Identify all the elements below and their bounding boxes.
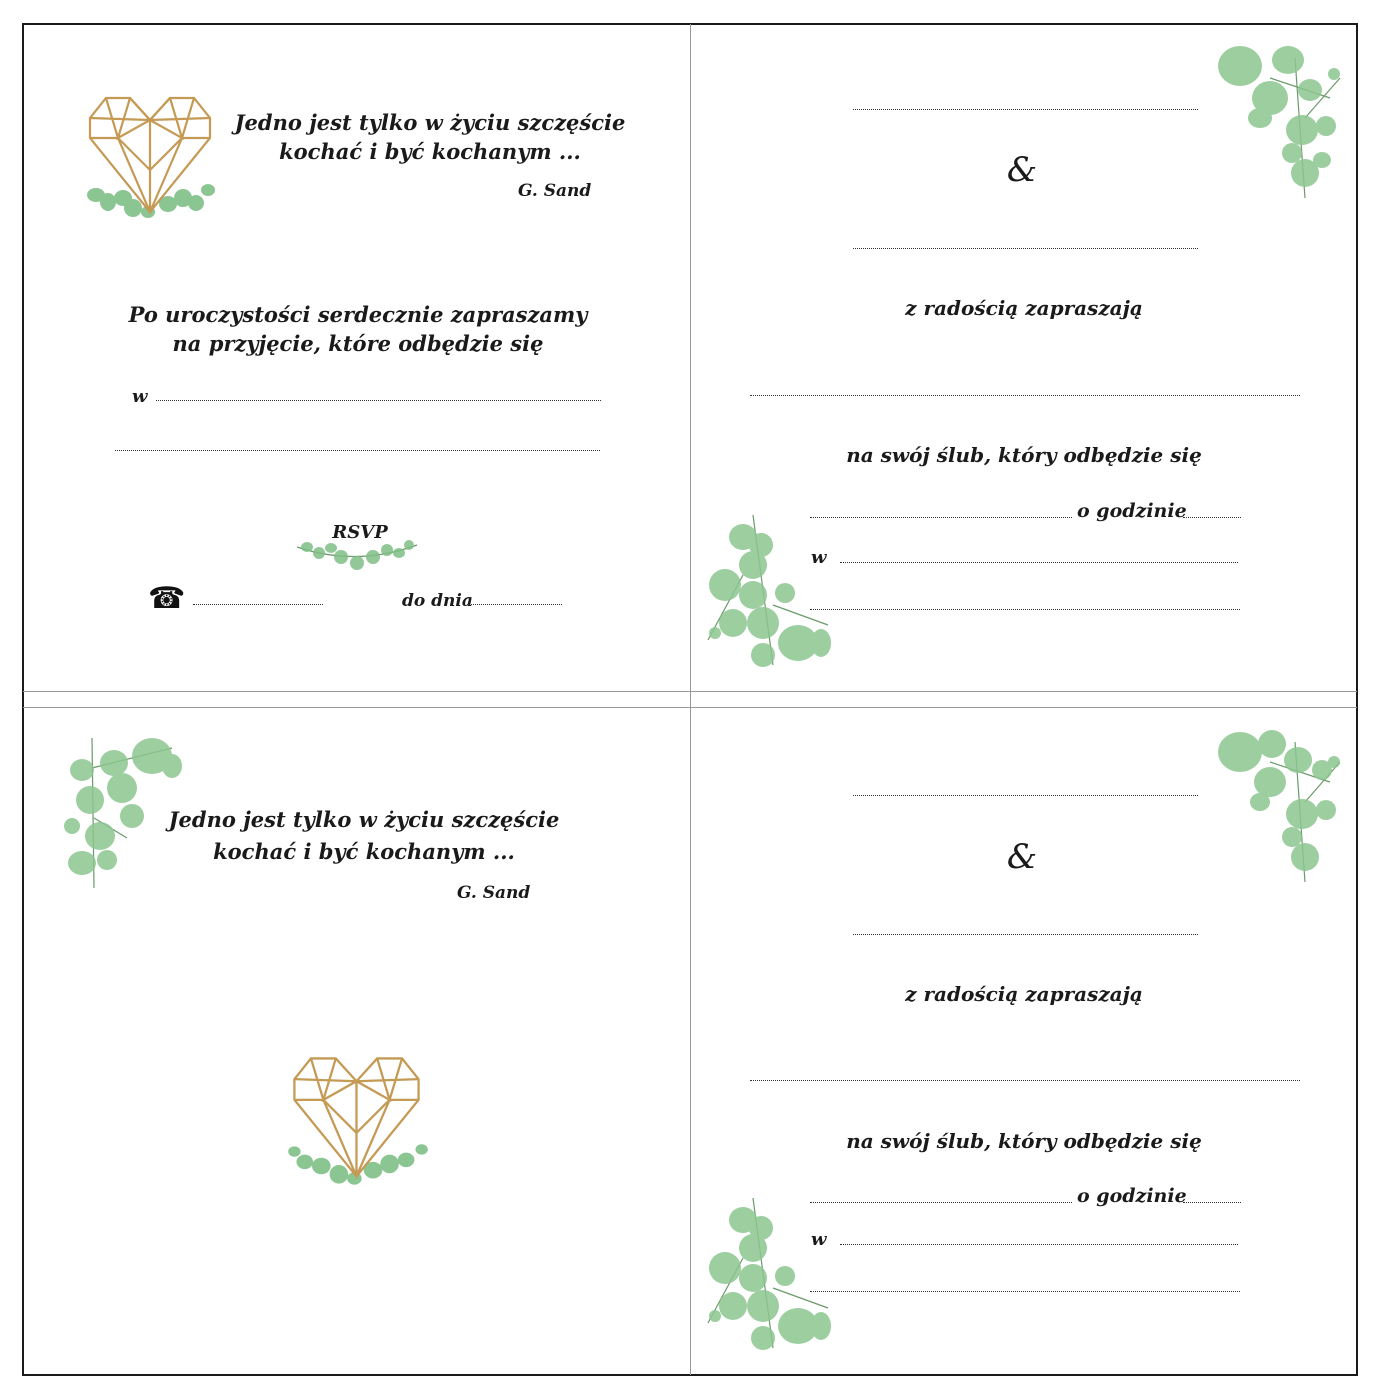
name-line-1-b[interactable] <box>853 795 1198 796</box>
heart-geometric-icon-large <box>282 1050 432 1190</box>
eucalyptus-corner-top-right <box>1210 38 1345 203</box>
time-label: o godzinie <box>1077 500 1187 522</box>
venue-line-2[interactable] <box>115 450 600 451</box>
time-line-b[interactable] <box>1183 1202 1241 1203</box>
eucalyptus-corner-bottom-left <box>703 515 838 677</box>
phone-icon: ☎ <box>148 581 186 616</box>
reception-line-1: Po uroczystości serdecznie zapraszamy <box>128 302 588 327</box>
reception-line-2: na przyjęcie, które odbędzie się <box>172 331 544 356</box>
venue-w-label: w <box>132 386 148 407</box>
time-line[interactable] <box>1183 517 1241 518</box>
quote-author: G. Sand <box>518 181 592 201</box>
church-w-label: w <box>811 547 827 568</box>
bottom-card-top-edge <box>23 707 1357 708</box>
time-label-b: o godzinie <box>1077 1185 1187 1207</box>
name-line-2[interactable] <box>853 248 1198 249</box>
quote-line-2-back: kochać i być kochanym ... <box>213 839 515 864</box>
eucalyptus-corner-top-right-2 <box>1210 722 1345 887</box>
vertical-fold-line <box>690 24 691 1375</box>
invite-text-b: z radością zapraszają <box>905 982 1143 1006</box>
invite-text: z radością zapraszają <box>905 296 1143 320</box>
ampersand-b: & <box>1006 837 1038 877</box>
wedding-text-b: na swój ślub, który odbędzie się <box>846 1129 1202 1153</box>
rsvp-deadline-label: do dnia <box>402 591 473 611</box>
church-line-2[interactable] <box>810 609 1240 610</box>
church-w-label-b: w <box>811 1229 827 1250</box>
wedding-text: na swój ślub, który odbędzie się <box>846 443 1202 467</box>
phone-line[interactable] <box>193 604 323 605</box>
rsvp-label: RSVP <box>332 522 388 543</box>
heart-geometric-icon <box>78 90 223 225</box>
quote-author-back: G. Sand <box>457 883 531 903</box>
wedding-date-line-b[interactable] <box>810 1202 1072 1203</box>
date-line-b[interactable] <box>750 1080 1300 1081</box>
quote-line-1-back: Jedno jest tylko w życiu szczęście <box>168 807 560 832</box>
quote-line-1: Jedno jest tylko w życiu szczęście <box>234 110 626 135</box>
church-line[interactable] <box>840 562 1238 563</box>
eucalyptus-corner-bottom-left-2 <box>703 1198 838 1360</box>
wedding-date-line[interactable] <box>810 517 1072 518</box>
venue-line[interactable] <box>156 400 601 401</box>
rsvp-deadline-line[interactable] <box>468 604 562 605</box>
ampersand: & <box>1006 150 1038 190</box>
name-line-1[interactable] <box>853 109 1198 110</box>
date-line[interactable] <box>750 395 1300 396</box>
church-line-b[interactable] <box>840 1244 1238 1245</box>
top-card-bottom-edge <box>23 691 1357 692</box>
eucalyptus-corner-top-left <box>52 728 182 893</box>
quote-line-2: kochać i być kochanym ... <box>279 139 581 164</box>
church-line-2-b[interactable] <box>810 1291 1240 1292</box>
name-line-2-b[interactable] <box>853 934 1198 935</box>
